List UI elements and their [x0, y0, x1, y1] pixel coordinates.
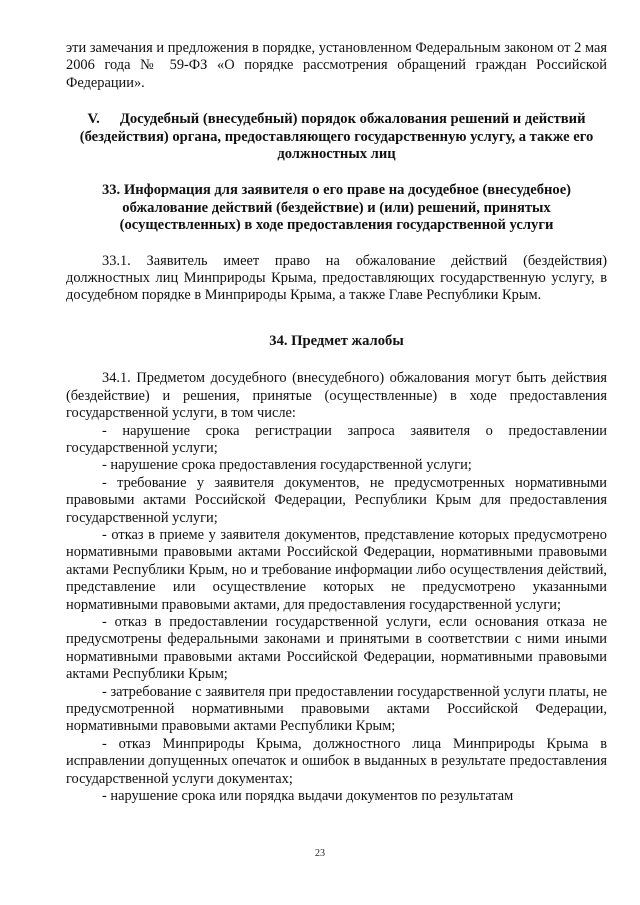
intro-paragraph: эти замечания и предложения в порядке, установленном Федеральным законом от 2 мая 2006 года № 59-ФЗ «О порядке рассмотрения обращений граждан Российской Федерации».: [66, 40, 607, 91]
section-v-number: V.: [87, 111, 100, 128]
section-v-title: Досудебный (внесудебный) порядок обжалования решений и действий (бездействия) органа, предоставляющего государственную услугу, а также его должностных лиц: [79, 111, 594, 163]
list-item-7: - отказ Минприроды Крыма, должностного лица Минприроды Крыма в исправлении допущенных опечаток и ошибок в выданных в результате предоставления государственной услуги документах;: [66, 735, 607, 787]
page-number: 23: [315, 848, 325, 859]
list-item-5: - отказ в предоставлении государственной услуги, если основания отказа не предусмотрены федеральными законами и принятыми в соответствии с ними иными нормативными правовыми актами Российской Федерации, нормативными правовыми актами Республики Крым;: [66, 613, 607, 683]
section-34-heading: 34. Предмет жалобы: [269, 332, 404, 349]
list-item-3: - требование у заявителя документов, не предусмотренных нормативными правовыми актами Российской Федерации, Республики Крым для предоставления государственной услуги;: [66, 474, 607, 526]
list-item-4: - отказ в приеме у заявителя документов, представление которых предусмотрено нормативными правовыми актами Российской Федерации, нормативными правовыми актами Республики Крым, но и требование информации либо осуществления действий, представление или осуществление которых не предусмотрено указанными нормативными правовыми актами, для предоставления государственной услуги;: [66, 526, 607, 613]
section-33-heading: 33. Информация для заявителя о его праве на досудебное (внесудебное) обжалование действий (бездействие) и (или) решений, принятых (осуществленных) в ходе предоставления государственной услуги: [101, 182, 572, 234]
section-v-heading: [66, 111, 607, 163]
document-page: [66, 40, 607, 805]
list-item-8: - нарушение срока или порядка выдачи документов по результатам: [102, 788, 514, 805]
paragraph-34-1: 34.1. Предметом досудебного (внесудебного) обжалования могут быть действия (бездействие) и решения, принятые (осуществленные) в ходе предоставления государственной услуги, в том числе:: [66, 370, 607, 422]
list-item-6: - затребование с заявителя при предоставлении государственной услуги платы, не предусмотренной нормативными правовыми актами Российской Федерации, нормативными правовыми актами Республики Крым;: [66, 683, 607, 735]
list-item-1: - нарушение срока регистрации запроса заявителя о предоставлении государственной услуги;: [66, 422, 607, 456]
paragraph-33-1: 33.1. Заявитель имеет право на обжалование действий (бездействия) должностных лиц Минприроды Крыма, предоставляющих государственную услугу, в досудебном порядке в Минприроды Крыма, а также Главе Республики Крым.: [66, 252, 607, 304]
list-item-2: - нарушение срока предоставления государственной услуги;: [102, 457, 472, 474]
